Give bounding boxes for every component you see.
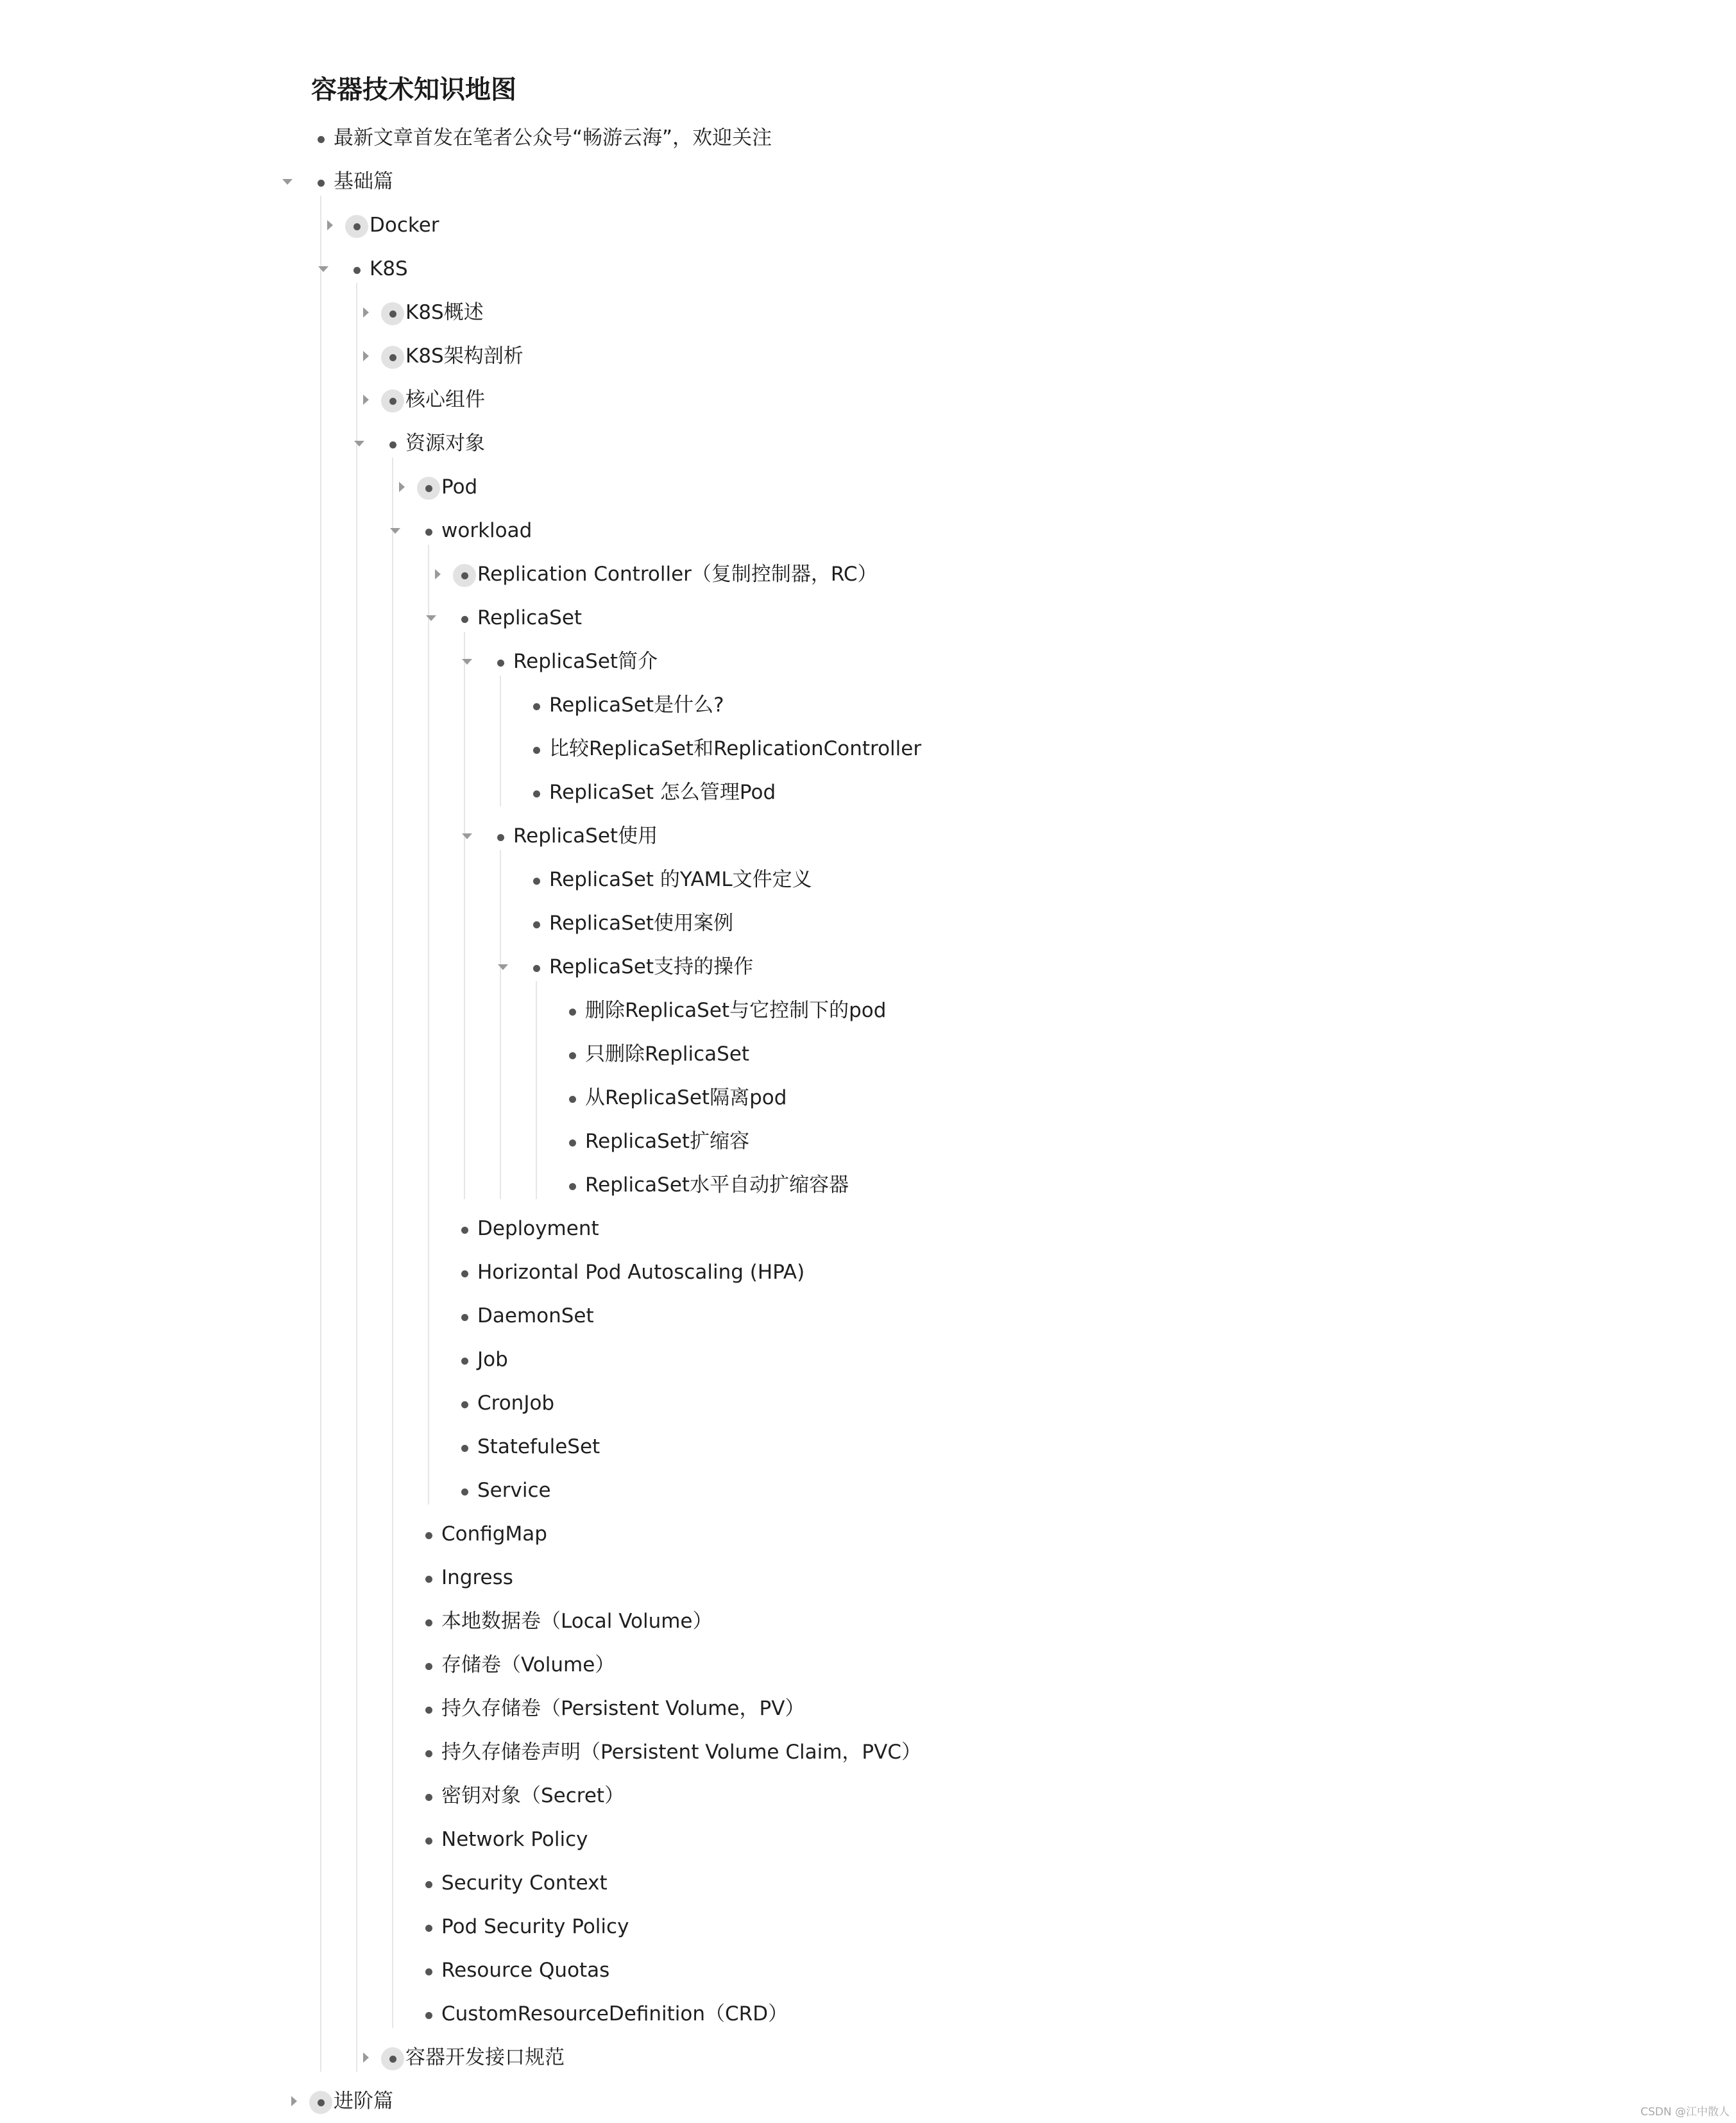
outline-item-isolate-pod xyxy=(0,1076,1736,1120)
outline-item-label[interactable]: Job xyxy=(477,1348,508,1371)
outline-item-replicaset-autoscale xyxy=(0,1163,1736,1207)
outline-item-volume xyxy=(0,1643,1736,1687)
bullet-icon[interactable] xyxy=(453,1218,476,1241)
bullet-icon[interactable] xyxy=(417,1786,440,1809)
collapse-arrow-icon[interactable] xyxy=(327,220,333,230)
outline-item-label[interactable]: 持久存储卷（Persistent Volume，PV） xyxy=(441,1697,805,1720)
outline-item-secret xyxy=(0,1774,1736,1818)
outline-item-label[interactable]: ReplicaSet 的YAML文件定义 xyxy=(549,868,812,891)
expand-arrow-icon[interactable] xyxy=(462,833,472,839)
outline-item-label[interactable]: K8S概述 xyxy=(405,301,484,324)
outline-item-label[interactable]: Docker xyxy=(370,214,439,237)
outline-item-label[interactable]: Security Context xyxy=(441,1871,608,1895)
outline-item-label[interactable]: ReplicaSet扩缩容 xyxy=(585,1130,750,1153)
bullet-icon[interactable] xyxy=(417,1567,440,1590)
outline-item-k8s-architecture xyxy=(0,334,1736,378)
bullet-icon[interactable] xyxy=(417,1916,440,1940)
bullet-icon[interactable] xyxy=(525,957,548,980)
outline-item-replicaset-manage-pod xyxy=(0,771,1736,814)
expand-arrow-icon[interactable] xyxy=(282,179,293,185)
bullet-icon[interactable] xyxy=(453,608,476,631)
outline-item-replicaset-operations xyxy=(0,945,1736,989)
outline-item-daemonset xyxy=(0,1294,1736,1338)
outline-item-label[interactable]: ReplicaSet水平自动扩缩容器 xyxy=(585,1173,849,1197)
outline-item-label[interactable]: Pod xyxy=(441,475,478,499)
bullet-icon[interactable] xyxy=(453,1393,476,1416)
outline-item-replication-controller xyxy=(0,552,1736,596)
outline-item-job xyxy=(0,1338,1736,1381)
outline-item-configmap xyxy=(0,1512,1736,1556)
outline-item-replicaset-example xyxy=(0,901,1736,945)
bullet-icon[interactable] xyxy=(489,826,512,849)
outline-item-label[interactable]: 核心组件 xyxy=(405,388,485,411)
outline-item-label[interactable]: 容器开发接口规范 xyxy=(405,2046,565,2069)
outline-item-label[interactable]: ReplicaSet xyxy=(477,606,583,629)
outline-item-pv xyxy=(0,1687,1736,1730)
outline-item-service xyxy=(0,1469,1736,1512)
expand-arrow-icon[interactable] xyxy=(462,659,472,665)
outline-item-k8s xyxy=(0,247,1736,291)
outline-item-pvc xyxy=(0,1730,1736,1774)
outline-item-ingress xyxy=(0,1556,1736,1599)
bullet-icon[interactable] xyxy=(345,259,368,282)
collapse-arrow-icon[interactable] xyxy=(363,395,369,405)
bullet-icon[interactable] xyxy=(417,2004,440,2027)
outline-item-replicaset-what xyxy=(0,683,1736,727)
outline-item-resource-quotas xyxy=(0,1948,1736,1992)
bullet-icon[interactable] xyxy=(453,1306,476,1329)
bullet-icon[interactable] xyxy=(525,869,548,892)
outline-item-label[interactable]: ReplicaSet是什么? xyxy=(549,694,724,717)
outline-item-local-volume xyxy=(0,1599,1736,1643)
collapse-arrow-icon[interactable] xyxy=(363,2052,369,2063)
bullet-icon[interactable] xyxy=(453,1480,476,1503)
folded-bullet-icon[interactable] xyxy=(381,302,404,325)
outline-item-basics xyxy=(0,160,1736,203)
outline-item-label[interactable]: Deployment xyxy=(477,1217,599,1240)
bullet-icon[interactable] xyxy=(561,1087,584,1111)
bullet-icon[interactable] xyxy=(525,913,548,936)
bullet-icon[interactable] xyxy=(417,1829,440,1852)
outline-item-label[interactable]: Resource Quotas xyxy=(441,1959,610,1982)
watermark: CSDN @江中散人 xyxy=(1640,2106,1730,2119)
collapse-arrow-icon[interactable] xyxy=(399,482,405,492)
outline-item-docker xyxy=(0,203,1736,247)
outline-item-advanced xyxy=(0,2079,1736,2123)
folded-bullet-icon[interactable] xyxy=(381,346,404,369)
folded-bullet-icon[interactable] xyxy=(381,389,404,413)
outline-item-statefulset xyxy=(0,1425,1736,1469)
bullet-icon[interactable] xyxy=(561,1044,584,1067)
outline-item-label[interactable]: ReplicaSet使用案例 xyxy=(549,912,734,935)
outline-item-label[interactable]: Network Policy xyxy=(441,1828,588,1851)
outline-item-security-context xyxy=(0,1861,1736,1905)
expand-arrow-icon[interactable] xyxy=(498,964,508,970)
outline-item-label[interactable]: K8S xyxy=(370,257,408,280)
page-title: 容器技术知识地图 xyxy=(311,75,516,105)
collapse-arrow-icon[interactable] xyxy=(435,569,441,579)
bullet-icon[interactable] xyxy=(525,738,548,762)
outline-item-intro xyxy=(0,116,1736,160)
outline-item-pod-security-policy xyxy=(0,1905,1736,1948)
bullet-icon[interactable] xyxy=(489,651,512,674)
outline-item-deployment xyxy=(0,1207,1736,1250)
outline-item-label[interactable]: 基础篇 xyxy=(334,170,393,193)
outline-item-delete-replicaset-and-pods xyxy=(0,989,1736,1032)
outline-item-label[interactable]: 存储卷（Volume） xyxy=(441,1653,615,1676)
bullet-icon[interactable] xyxy=(453,1437,476,1460)
bullet-icon[interactable] xyxy=(417,1960,440,1983)
outline-item-label[interactable]: Service xyxy=(477,1479,551,1502)
outline-item-label[interactable]: StatefuleSet xyxy=(477,1435,600,1458)
outline-item-crd xyxy=(0,1992,1736,2036)
collapse-arrow-icon[interactable] xyxy=(363,351,369,361)
outline-item-hpa xyxy=(0,1250,1736,1294)
outline-item-container-interfaces xyxy=(0,2036,1736,2079)
collapse-arrow-icon[interactable] xyxy=(291,2096,297,2106)
outline-item-cronjob xyxy=(0,1381,1736,1425)
outline-item-label[interactable]: ReplicaSet支持的操作 xyxy=(549,955,754,978)
outline-item-label[interactable]: ReplicaSet简介 xyxy=(513,650,658,673)
outline-item-label[interactable]: CustomResourceDefinition（CRD） xyxy=(441,2002,788,2025)
bullet-icon[interactable] xyxy=(453,1349,476,1372)
outline-item-replicaset-yaml xyxy=(0,858,1736,901)
outline-item-label[interactable]: DaemonSet xyxy=(477,1304,594,1327)
outline-item-label[interactable]: 本地数据卷（Local Volume） xyxy=(441,1610,713,1633)
folded-bullet-icon[interactable] xyxy=(381,2047,404,2070)
outline-item-label[interactable]: 从ReplicaSet隔离pod xyxy=(585,1086,787,1109)
expand-arrow-icon[interactable] xyxy=(426,615,436,621)
bullet-icon[interactable] xyxy=(417,1873,440,1896)
bullet-icon[interactable] xyxy=(561,1000,584,1023)
outline-item-label[interactable]: 只删除ReplicaSet xyxy=(585,1043,750,1066)
bullet-icon[interactable] xyxy=(417,1698,440,1721)
outline-item-delete-replicaset-only xyxy=(0,1032,1736,1076)
outline-item-label[interactable]: 进阶篇 xyxy=(334,2090,393,2113)
expand-arrow-icon[interactable] xyxy=(390,528,400,534)
bullet-icon[interactable] xyxy=(381,433,404,456)
bullet-icon[interactable] xyxy=(417,1611,440,1634)
bullet-icon[interactable] xyxy=(417,520,440,543)
outline-item-network-policy xyxy=(0,1818,1736,1861)
folded-bullet-icon[interactable] xyxy=(345,215,368,238)
outline-item-replicaset-compare xyxy=(0,727,1736,771)
bullet-icon[interactable] xyxy=(525,782,548,805)
bullet-icon[interactable] xyxy=(417,1524,440,1547)
bullet-icon[interactable] xyxy=(453,1262,476,1285)
expand-arrow-icon[interactable] xyxy=(318,266,328,272)
outline-item-pod xyxy=(0,465,1736,509)
outline-item-label[interactable]: Horizontal Pod Autoscaling (HPA) xyxy=(477,1261,805,1284)
outline-item-core-components xyxy=(0,378,1736,422)
bullet-icon[interactable] xyxy=(417,1655,440,1678)
folded-bullet-icon[interactable] xyxy=(453,564,476,587)
outline-item-label[interactable]: ConfigMap xyxy=(441,1522,547,1546)
outline-item-k8s-overview xyxy=(0,291,1736,334)
outline-item-label[interactable]: Ingress xyxy=(441,1566,513,1589)
folded-bullet-icon[interactable] xyxy=(417,477,440,500)
outline-item-label[interactable]: 删除ReplicaSet与它控制下的pod xyxy=(585,999,887,1022)
bullet-icon[interactable] xyxy=(561,1131,584,1154)
outline-item-label[interactable]: Replication Controller（复制控制器，RC） xyxy=(477,563,878,586)
outline-item-label[interactable]: ReplicaSet 怎么管理Pod xyxy=(549,781,776,804)
bullet-icon[interactable] xyxy=(561,1175,584,1198)
folded-bullet-icon[interactable] xyxy=(309,2091,332,2114)
bullet-icon[interactable] xyxy=(525,695,548,718)
outline-item-label[interactable]: 密钥对象（Secret） xyxy=(441,1784,625,1807)
outline-item-workload xyxy=(0,509,1736,552)
outline-item-label[interactable]: ReplicaSet使用 xyxy=(513,824,658,848)
bullet-icon[interactable] xyxy=(417,1742,440,1765)
collapse-arrow-icon[interactable] xyxy=(363,307,369,318)
outline-item-replicaset xyxy=(0,596,1736,640)
outline-item-label[interactable]: K8S架构剖析 xyxy=(405,345,523,368)
outline-item-replicaset-intro xyxy=(0,640,1736,683)
outline-item-label[interactable]: 比较ReplicaSet和ReplicationController xyxy=(549,737,922,760)
bullet-icon[interactable] xyxy=(309,171,332,194)
outline-item-replicaset-scale xyxy=(0,1120,1736,1163)
outline-item-label[interactable]: 最新文章首发在笔者公众号“畅游云海”，欢迎关注 xyxy=(334,126,772,149)
outline-item-label[interactable]: CronJob xyxy=(477,1392,555,1415)
outline-item-label[interactable]: workload xyxy=(441,519,532,542)
outline-item-label[interactable]: 持久存储卷声明（Persistent Volume Claim，PVC） xyxy=(441,1741,921,1764)
outline-item-replicaset-usage xyxy=(0,814,1736,858)
bullet-icon[interactable] xyxy=(309,128,332,151)
outline-item-label[interactable]: 资源对象 xyxy=(405,432,485,455)
expand-arrow-icon[interactable] xyxy=(354,441,364,447)
outline-item-resource-objects xyxy=(0,422,1736,465)
outline-item-label[interactable]: Pod Security Policy xyxy=(441,1915,629,1938)
